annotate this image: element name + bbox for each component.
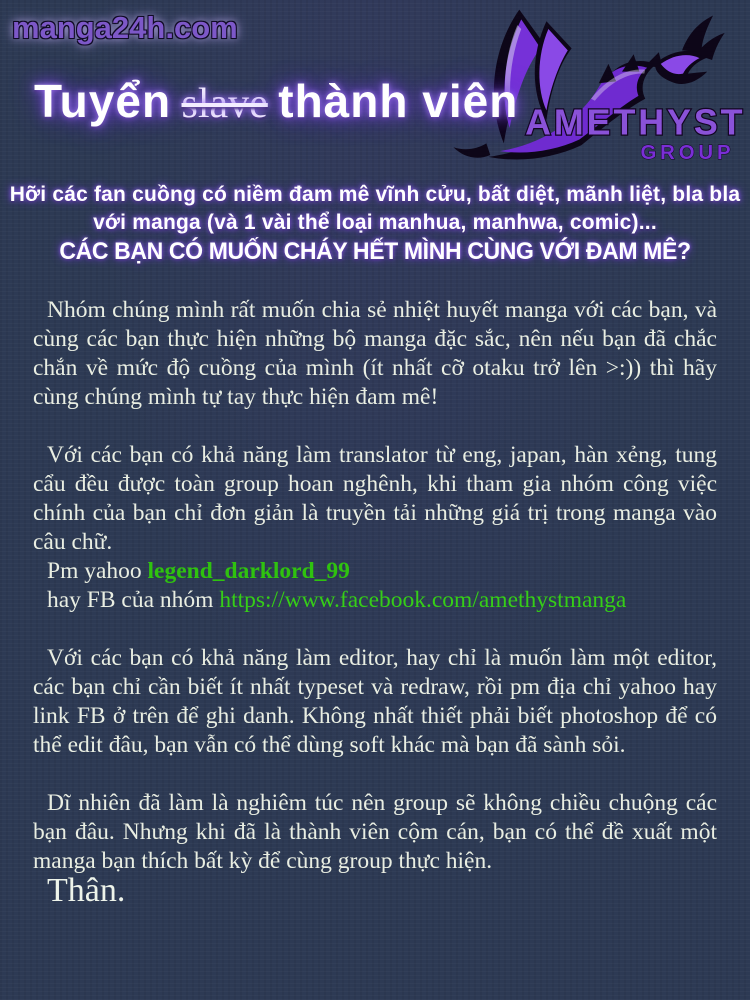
paragraph-serious: Dĩ nhiên đã làm là nghiêm túc nên group sẽ không chiều chuộng các bạn đâu. Nhưng khi đã là thành viên cộm cán, bạn có thể đề xuất một manga bạn thích bất kỳ để cùng group thực hiện.: [33, 790, 717, 874]
page-title: [34, 74, 518, 128]
contact-facebook-line: [33, 586, 717, 615]
closing-signature: Thân.: [47, 872, 126, 909]
contact-yahoo-line: [33, 557, 717, 586]
yahoo-prefix: Pm yahoo: [47, 558, 148, 584]
paragraph-editor: Với các bạn có khả năng làm editor, hay chỉ là muốn làm một editor, các bạn chỉ cần biết ít nhất typeset và redraw, rồi pm địa chỉ yahoo hay link FB ở trên để ghi danh. Không nhất thiết phải biết photoshop để có thể edit đâu, bạn vẫn có thể dùng soft khác mà bạn đã sành sỏi.: [33, 645, 717, 758]
intro-line-2: với manga (và 1 vài thể loại manhua, manhwa, comic)...: [93, 211, 657, 234]
paragraph-translator: Với các bạn có khả năng làm translator từ eng, japan, hàn xẻng, tung cẩu đều được toàn group hoan nghênh, khi tham gia nhóm công việc chính của bạn chỉ đơn giản là truyền tải những giá trị trong manga vào câu chữ.: [33, 442, 717, 555]
facebook-link[interactable]: https://www.facebook.com/amethystmanga: [219, 587, 627, 613]
intro-block: [0, 181, 750, 267]
intro-line-3: CÁC BẠN CÓ MUỐN CHÁY HẾT MÌNH CÙNG VỚI ĐAM MÊ?: [59, 238, 691, 265]
paragraph-recruit-intro: Nhóm chúng mình rất muốn chia sẻ nhiệt huyết manga với các bạn, và cùng các bạn thực hiện những bộ manga đặc sắc, nên nếu bạn đã chắc chắn về mức độ cuồng của mình (ít nhất cỡ otaku trở lên >:)) thì hãy cùng chúng mình tự tay thực hiện đam mê!: [33, 297, 717, 410]
title-word1: Tuyển: [34, 75, 172, 127]
group-name-text: AMETHYST: [525, 102, 746, 143]
yahoo-id: legend_darklord_99: [147, 558, 350, 584]
title-word2: thành viên: [278, 75, 519, 127]
facebook-prefix: hay FB của nhóm: [47, 587, 220, 613]
group-subtitle-text: GROUP: [640, 141, 735, 164]
intro-line-1: Hỡi các fan cuồng có niềm đam mê vĩnh cửu, bất diệt, mãnh liệt, bla bla: [9, 183, 741, 206]
site-logo[interactable]: manga24h.com: [12, 10, 238, 45]
title-strikethrough-word: slave: [181, 81, 268, 127]
body-content: [33, 296, 717, 909]
